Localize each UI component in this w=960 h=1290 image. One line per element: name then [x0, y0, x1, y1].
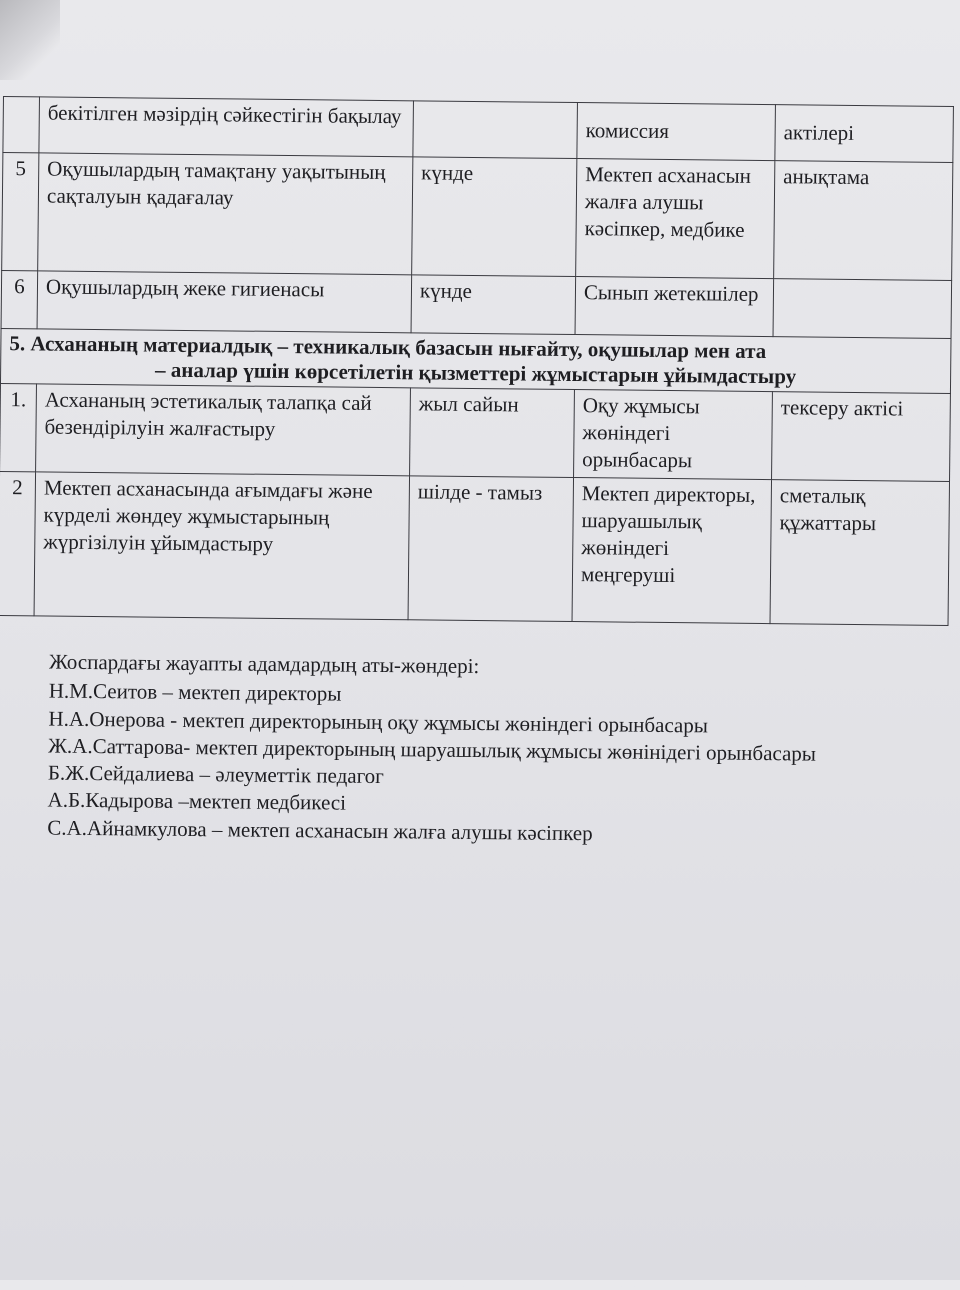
row-number — [3, 97, 40, 153]
responsible-cell: Сынып жетекшілер — [575, 277, 774, 337]
responsible-people-list — [47, 649, 909, 851]
plan-table — [0, 96, 954, 626]
period-cell: күнде — [411, 275, 576, 335]
result-cell: сметалық құжаттары — [770, 480, 949, 626]
task-cell: Мектеп асханасында ағымдағы және күрделі жөндеу жұмыстарының жүргізілуін ұйымдастыру — [34, 472, 409, 620]
table-row — [2, 153, 953, 281]
responsible-person: А.Б.Кадырова –мектеп медбикесі — [47, 788, 347, 816]
table-row — [0, 472, 950, 626]
row-number: 6 — [1, 271, 38, 329]
responsible-cell: Мектеп директоры, шаруашылық жөніндегі меңгеруші — [572, 478, 771, 624]
section-heading-line-2: – аналар үшін көрсетілетін қызметтері жұмыстарын ұйымдастыру — [154, 357, 797, 389]
row-number: 2 — [0, 472, 36, 616]
result-cell: актілері — [775, 105, 954, 163]
task-cell: Асхананың эстетикалық талапқа сай безендірілуін жалғастыру — [36, 384, 411, 476]
section-heading-line-1: 5. Асхананың материалдық – техникалық базасын нығайту, оқушылар мен ата — [9, 331, 767, 364]
row-number: 1. — [0, 384, 36, 472]
responsible-person: Н.М.Сеитов – мектеп директоры — [48, 678, 342, 706]
row-number: 5 — [2, 153, 39, 271]
responsible-person: Ж.А.Саттарова- мектеп директорының шаруашылық жұмысы жөнінідегі орынбасары — [48, 733, 817, 766]
responsible-cell: Оқу жұмысы жөніндегі орынбасары — [574, 390, 773, 480]
section-heading — [0, 329, 951, 394]
result-cell — [773, 279, 952, 339]
result-cell: анықтама — [774, 161, 953, 281]
responsible-cell: комиссия — [577, 103, 776, 161]
responsible-person: Н.А.Онерова - мектеп директорының оқу жұмысы жөніндегі орынбасары — [48, 706, 709, 738]
period-cell: шілде - тамыз — [408, 476, 573, 622]
period-cell — [413, 101, 578, 159]
result-cell: тексеру актісі — [772, 392, 951, 482]
responsible-person: Б.Ж.Сейдалиева – әлеуметтік педагог — [47, 760, 384, 789]
responsible-cell: Мектеп асханасын жалға алушы кәсіпкер, медбике — [576, 159, 775, 279]
period-cell: жыл сайын — [410, 388, 575, 478]
task-cell: бекітілген мәзірдің сәйкестігін бақылау — [39, 97, 414, 157]
period-cell: күнде — [412, 157, 577, 277]
table-row — [1, 271, 952, 339]
responsible-people-heading: Жоспардағы жауапты адамдардың аты-жөндері: — [48, 649, 480, 679]
task-cell: Оқушылардың тамақтану уақытының сақталуын қадағалау — [38, 153, 413, 275]
responsible-person: С.А.Айнамкулова – мектеп асханасын жалға алушы кәсіпкер — [47, 815, 593, 846]
table-row — [0, 384, 950, 482]
task-cell: Оқушылардың жеке гигиенасы — [37, 271, 412, 333]
section-heading-row — [0, 329, 951, 394]
table-row — [3, 97, 954, 163]
